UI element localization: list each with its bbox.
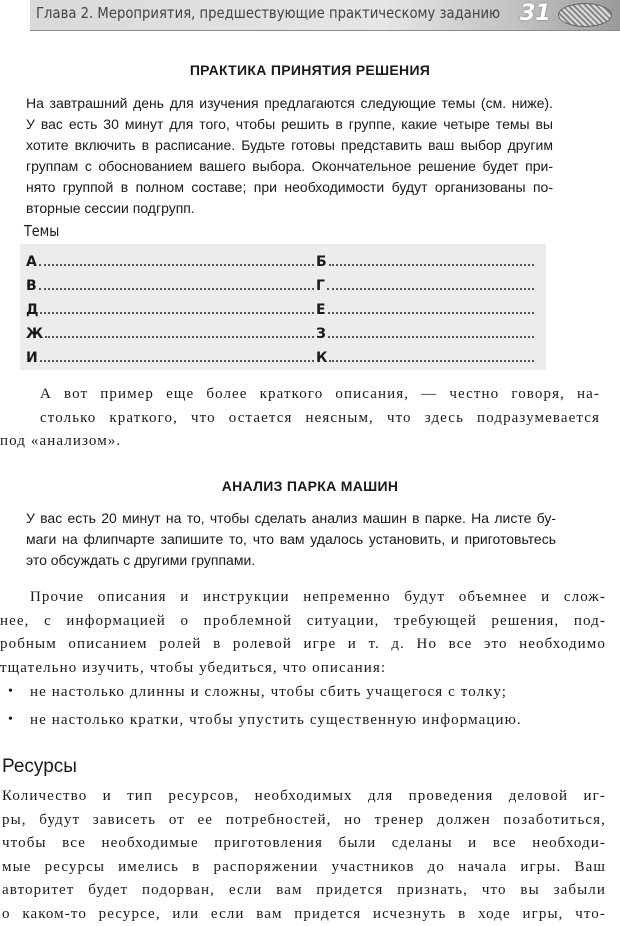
topic-row [26,322,536,346]
topics-form [20,244,546,370]
topic-letter: Ж [26,326,44,342]
globe-icon [558,3,612,27]
topic-letter: Г [316,278,325,294]
topic-letter: И [26,350,38,366]
topic-field [26,346,314,366]
topic-field [26,274,314,294]
resources-heading: Ресурсы [2,756,77,777]
page-number: 31 [520,1,551,26]
topic-letter: В [26,278,37,294]
paragraph-instructions: Прочие описания и инструкции непременно будут объемнее и слож- нее, с информацией о проблемной ситуации, требующей решения, под- робным описанием ролей в ролевой игре и т. д. Но все это необходимо тщательно изучить, чтобы убедиться, что описания: [0,589,606,676]
running-header [30,0,620,31]
section-title-decision: ПРАКТИКА ПРИНЯТИЯ РЕШЕНИЯ [189,62,431,78]
cars-text: У вас есть 20 минут на то, чтобы сделать анализ машин в парке. На листе бу- маги на флипчарте запишите то, что вам удалось установить, и приготовьтесь это обсуждать с другими группами. [26,510,556,568]
topic-field [26,250,314,270]
bullet-item: не настолько кратки, чтобы упустить существенную информацию. [30,712,522,728]
topic-field [316,298,534,318]
topic-field [316,322,534,342]
topic-letter: А [26,254,37,270]
topic-field [26,298,314,318]
topic-row [26,274,536,298]
decision-text: На завтрашний день для изучения предлагаются следующие темы (см. ниже). У вас есть 30 минут для того, чтобы решить в группе, какие четыре темы вы хотите включить в расписание. Будьте готовы представить ваш выбор другим группам с обоснованием вашего выбора. Окончательное решение будет при- нято группой в полном составе; при необходимости будут организованы по- вторные сессии подгрупп. [26,95,553,216]
chapter-title: Глава 2. Мероприятия, предшествующие практическому заданию [36,4,501,22]
topic-field [26,322,314,342]
topics-label: Темы [24,222,60,240]
dotted-line [39,274,314,290]
dotted-line [328,322,534,338]
dotted-line [329,346,534,362]
section-title-cars: АНАЛИЗ ПАРКА МАШИН [221,478,399,494]
resources-text: Количество и тип ресурсов, необходимых для проведения деловой иг- ры, будут зависеть от ее потребностей, но тренер должен позаботиться, чтобы все необходимые приготовления были сделаны и все необходи- мые ресурсы имелись в распоряжении участников до начала игры. Ваш авторитет будет подорван, если вам придется признать, что вы забыли о каком-то ресурсе, или если вам придется исчезнуть в ходе игры, что- [2,788,606,922]
dotted-line [40,298,314,314]
topic-row [26,250,536,274]
topic-row [26,346,536,370]
topic-letter: З [316,326,326,342]
dotted-line [39,250,314,266]
topic-letter: Д [26,302,39,318]
topic-field [316,346,534,366]
topic-field [316,250,534,270]
paragraph-example: А вот пример еще более краткого описания, — честно говоря, на- столько краткого, что остается неясным, что здесь подразумевается под «анализом». [0,386,600,449]
topic-letter: Е [316,302,326,318]
bullet-item: не настолько длинны и сложны, чтобы сбить учащегося с толку; [30,684,508,700]
topic-row [26,298,536,322]
topic-letter: Б [316,254,327,270]
dotted-line [329,250,534,266]
topic-letter: К [316,350,328,366]
dotted-line [328,298,534,314]
dotted-line [45,322,314,338]
bullet-icon: • [8,684,13,699]
dotted-line [40,346,314,362]
bullet-icon: • [8,712,13,727]
dotted-line [327,274,534,290]
topic-field [316,274,534,294]
